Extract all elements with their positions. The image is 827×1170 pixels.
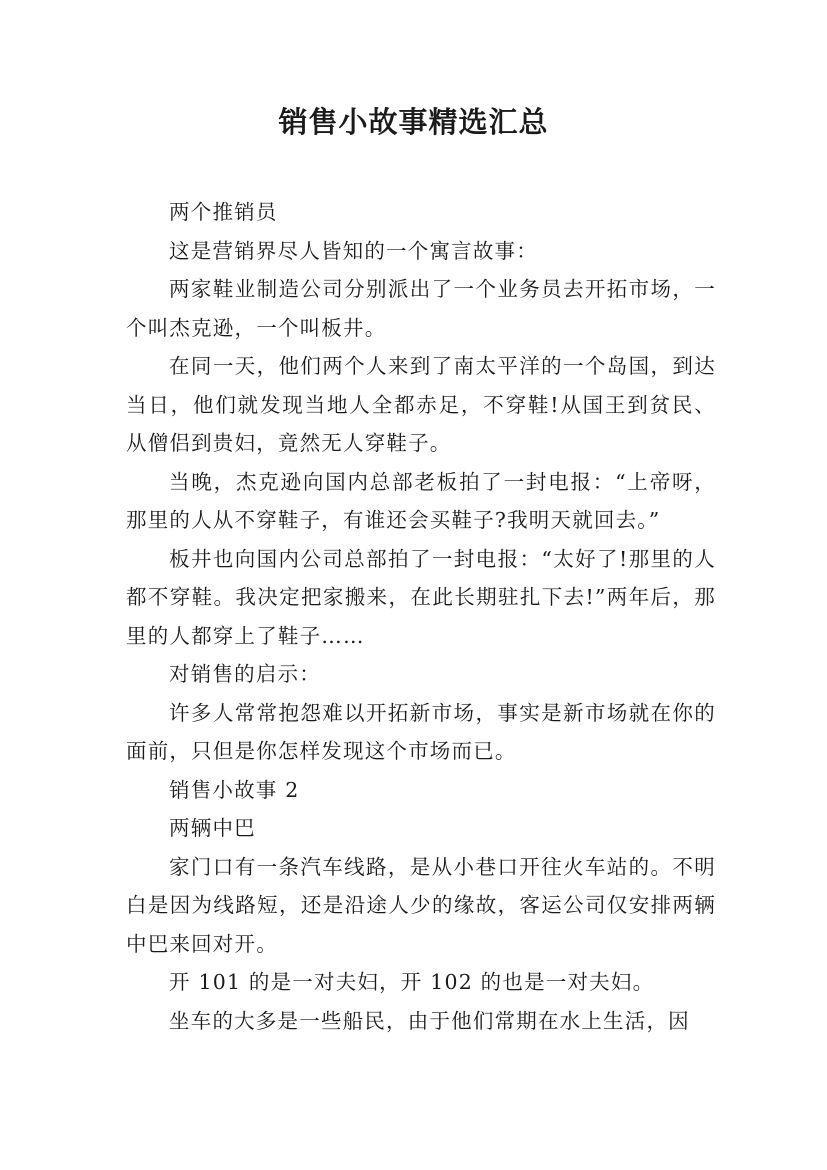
document-body (126, 193, 716, 1040)
paragraph: 当晚，杰克逊向国内总部老板拍了一封电报：“上帝呀，那里的人从不穿鞋子，有谁还会买鞋子?我明天就回去。” (126, 469, 716, 532)
paragraph: 对销售的启示： (169, 662, 321, 686)
paragraph: 板井也向国内公司总部拍了一封电报：“太好了!那里的人都不穿鞋。我决定把家搬来，在此长期驻扎下去!”两年后，那里的人都穿上了鞋子…… (126, 546, 716, 648)
paragraph: 许多人常常抱怨难以开拓新市场，事实是新市场就在你的面前，只但是你怎样发现这个市场而已。 (126, 700, 716, 763)
paragraph: 家门口有一条汽车线路，是从小巷口开往火车站的。不明白是因为线路短，还是沿途人少的缘故，客运公司仅安排两辆中巴来回对开。 (126, 854, 716, 956)
paragraph: 坐车的大多是一些船民，由于他们常期在水上生活，因 (169, 1008, 690, 1033)
paragraph: 两家鞋业制造公司分别派出了一个业务员去开拓市场，一个叫杰克逊，一个叫板井。 (126, 277, 716, 340)
paragraph: 两个推销员 (169, 200, 278, 224)
paragraph: 开 101 的是一对夫妇，开 102 的也是一对夫妇。 (169, 970, 655, 994)
section-heading: 销售小故事 2 (169, 777, 300, 802)
document-title: 销售小故事精选汇总 (278, 105, 549, 139)
paragraph: 在同一天，他们两个人来到了南太平洋的一个岛国，到达当日，他们就发现当地人全都赤足，不穿鞋!从国王到贫民、从僧侣到贵妇，竟然无人穿鞋子。 (126, 354, 716, 455)
paragraph: 这是营销界尽人皆知的一个寓言故事： (169, 238, 538, 263)
paragraph: 两辆中巴 (169, 816, 256, 840)
